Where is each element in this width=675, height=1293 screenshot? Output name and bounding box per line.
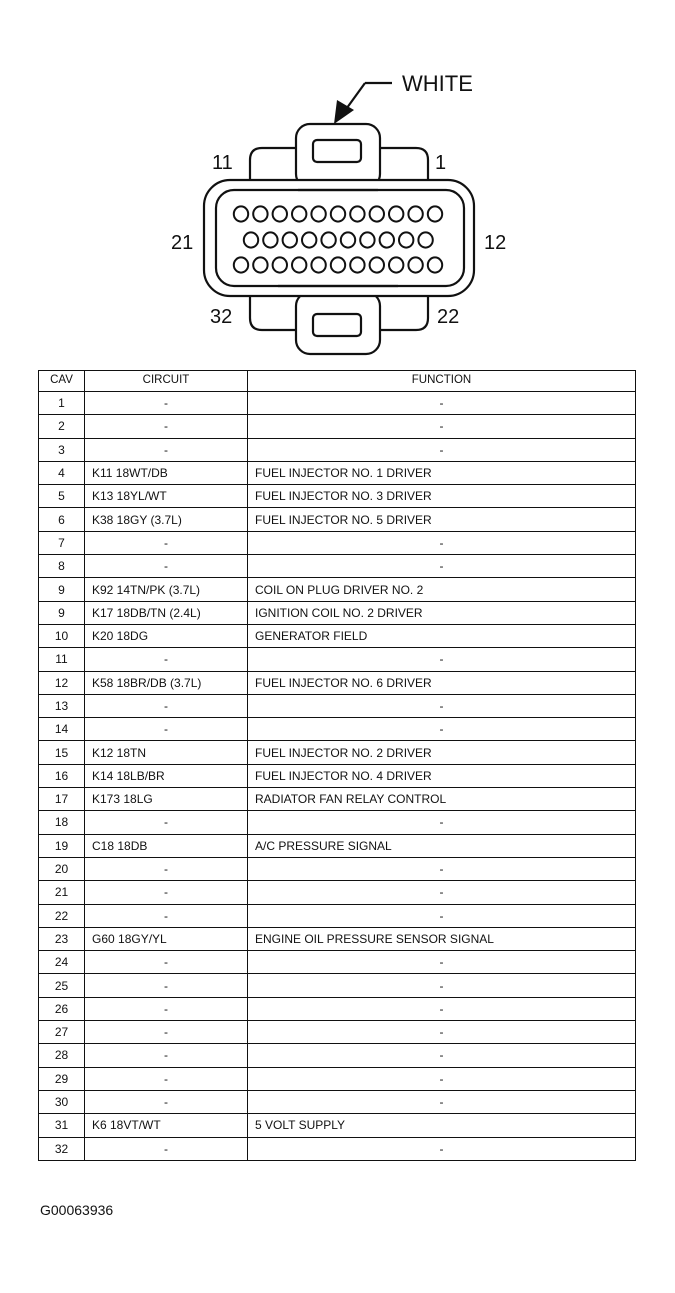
circuit-cell: - bbox=[85, 415, 248, 438]
function-cell: FUEL INJECTOR NO. 4 DRIVER bbox=[248, 764, 636, 787]
function-cell: - bbox=[248, 1044, 636, 1067]
table-row bbox=[39, 694, 636, 717]
table-row bbox=[39, 951, 636, 974]
cav-cell: 10 bbox=[39, 624, 85, 647]
function-cell: - bbox=[248, 648, 636, 671]
cav-cell: 20 bbox=[39, 857, 85, 880]
function-cell: FUEL INJECTOR NO. 5 DRIVER bbox=[248, 508, 636, 531]
circuit-cell: K14 18LB/BR bbox=[85, 764, 248, 787]
cav-cell: 31 bbox=[39, 1114, 85, 1137]
function-cell: - bbox=[248, 555, 636, 578]
circuit-cell: - bbox=[85, 531, 248, 554]
function-cell: - bbox=[248, 881, 636, 904]
circuit-cell: - bbox=[85, 951, 248, 974]
connector-diagram bbox=[0, 0, 675, 365]
function-cell: 5 VOLT SUPPLY bbox=[248, 1114, 636, 1137]
circuit-cell: - bbox=[85, 1021, 248, 1044]
cav-cell: 17 bbox=[39, 788, 85, 811]
function-cell: RADIATOR FAN RELAY CONTROL bbox=[248, 788, 636, 811]
bottom-left-shoulder bbox=[250, 292, 296, 330]
pinout-table bbox=[38, 370, 636, 1161]
table-row bbox=[39, 415, 636, 438]
table-row bbox=[39, 1090, 636, 1113]
cav-cell: 26 bbox=[39, 997, 85, 1020]
circuit-cell: - bbox=[85, 974, 248, 997]
circuit-cell: - bbox=[85, 811, 248, 834]
table-row bbox=[39, 508, 636, 531]
table-row bbox=[39, 671, 636, 694]
table-header-row bbox=[39, 371, 636, 392]
circuit-cell: - bbox=[85, 904, 248, 927]
table-row bbox=[39, 624, 636, 647]
function-cell: FUEL INJECTOR NO. 2 DRIVER bbox=[248, 741, 636, 764]
circuit-cell: K12 18TN bbox=[85, 741, 248, 764]
cav-cell: 32 bbox=[39, 1137, 85, 1160]
cav-cell: 21 bbox=[39, 881, 85, 904]
bottom-right-shoulder bbox=[380, 292, 428, 330]
cav-cell: 5 bbox=[39, 485, 85, 508]
table-row bbox=[39, 788, 636, 811]
table-row bbox=[39, 578, 636, 601]
function-cell: FUEL INJECTOR NO. 6 DRIVER bbox=[248, 671, 636, 694]
circuit-cell: K58 18BR/DB (3.7L) bbox=[85, 671, 248, 694]
cav-cell: 27 bbox=[39, 1021, 85, 1044]
table-row bbox=[39, 811, 636, 834]
table-row bbox=[39, 531, 636, 554]
cav-cell: 30 bbox=[39, 1090, 85, 1113]
circuit-cell: K6 18VT/WT bbox=[85, 1114, 248, 1137]
function-cell: GENERATOR FIELD bbox=[248, 624, 636, 647]
cav-cell: 4 bbox=[39, 461, 85, 484]
circuit-cell: G60 18GY/YL bbox=[85, 927, 248, 950]
circuit-cell: K92 14TN/PK (3.7L) bbox=[85, 578, 248, 601]
function-cell: - bbox=[248, 718, 636, 741]
cav-cell: 3 bbox=[39, 438, 85, 461]
cav-cell: 19 bbox=[39, 834, 85, 857]
header-function: FUNCTION bbox=[248, 371, 636, 392]
table-row bbox=[39, 1067, 636, 1090]
pin-label-12: 12 bbox=[484, 232, 507, 254]
table-row bbox=[39, 438, 636, 461]
circuit-cell: K17 18DB/TN (2.4L) bbox=[85, 601, 248, 624]
function-cell: - bbox=[248, 392, 636, 415]
table-row bbox=[39, 1137, 636, 1160]
cav-cell: 29 bbox=[39, 1067, 85, 1090]
circuit-cell: - bbox=[85, 1067, 248, 1090]
table-row bbox=[39, 648, 636, 671]
function-cell: - bbox=[248, 694, 636, 717]
function-cell: FUEL INJECTOR NO. 1 DRIVER bbox=[248, 461, 636, 484]
function-cell: - bbox=[248, 1021, 636, 1044]
cav-cell: 28 bbox=[39, 1044, 85, 1067]
bottom-latch-window bbox=[313, 314, 361, 336]
cav-cell: 24 bbox=[39, 951, 85, 974]
function-cell: - bbox=[248, 438, 636, 461]
circuit-cell: - bbox=[85, 392, 248, 415]
table-row bbox=[39, 834, 636, 857]
function-cell: ENGINE OIL PRESSURE SENSOR SIGNAL bbox=[248, 927, 636, 950]
table-row bbox=[39, 461, 636, 484]
cav-cell: 11 bbox=[39, 648, 85, 671]
table-row bbox=[39, 857, 636, 880]
function-cell: - bbox=[248, 1067, 636, 1090]
function-cell: COIL ON PLUG DRIVER NO. 2 bbox=[248, 578, 636, 601]
pin-label-22: 22 bbox=[437, 306, 460, 328]
function-cell: - bbox=[248, 415, 636, 438]
figure-id: G00063936 bbox=[40, 1202, 114, 1218]
cav-cell: 13 bbox=[39, 694, 85, 717]
table-row bbox=[39, 741, 636, 764]
table-row bbox=[39, 1021, 636, 1044]
function-cell: - bbox=[248, 904, 636, 927]
cav-cell: 12 bbox=[39, 671, 85, 694]
top-latch bbox=[296, 124, 380, 188]
cav-cell: 15 bbox=[39, 741, 85, 764]
bottom-latch bbox=[296, 292, 380, 354]
pin-label-32: 32 bbox=[210, 306, 233, 328]
table-row bbox=[39, 601, 636, 624]
connector-color-label: WHITE bbox=[402, 71, 473, 96]
circuit-cell: K20 18DG bbox=[85, 624, 248, 647]
circuit-cell: K11 18WT/DB bbox=[85, 461, 248, 484]
pin-label-11: 11 bbox=[212, 152, 233, 174]
table-row bbox=[39, 927, 636, 950]
top-latch-window bbox=[313, 140, 361, 162]
cav-cell: 9 bbox=[39, 578, 85, 601]
circuit-cell: - bbox=[85, 694, 248, 717]
table-row bbox=[39, 764, 636, 787]
cav-cell: 16 bbox=[39, 764, 85, 787]
cav-cell: 9 bbox=[39, 601, 85, 624]
function-cell: A/C PRESSURE SIGNAL bbox=[248, 834, 636, 857]
function-cell: - bbox=[248, 1090, 636, 1113]
pin-label-21: 21 bbox=[171, 232, 194, 254]
function-cell: - bbox=[248, 974, 636, 997]
cav-cell: 25 bbox=[39, 974, 85, 997]
table-row bbox=[39, 718, 636, 741]
table-row bbox=[39, 1114, 636, 1137]
circuit-cell: - bbox=[85, 1137, 248, 1160]
table-row bbox=[39, 392, 636, 415]
circuit-cell: - bbox=[85, 1090, 248, 1113]
table-row bbox=[39, 485, 636, 508]
function-cell: - bbox=[248, 1137, 636, 1160]
cav-cell: 23 bbox=[39, 927, 85, 950]
function-cell: - bbox=[248, 811, 636, 834]
table-row bbox=[39, 904, 636, 927]
circuit-cell: - bbox=[85, 1044, 248, 1067]
table-row bbox=[39, 881, 636, 904]
pin-label-1: 1 bbox=[435, 152, 447, 174]
function-cell: - bbox=[248, 951, 636, 974]
cav-cell: 2 bbox=[39, 415, 85, 438]
circuit-cell: K173 18LG bbox=[85, 788, 248, 811]
cav-cell: 8 bbox=[39, 555, 85, 578]
header-cav: CAV bbox=[39, 371, 85, 392]
table-row bbox=[39, 1044, 636, 1067]
circuit-cell: - bbox=[85, 997, 248, 1020]
circuit-cell: - bbox=[85, 718, 248, 741]
table-row bbox=[39, 555, 636, 578]
circuit-cell: - bbox=[85, 555, 248, 578]
circuit-cell: - bbox=[85, 881, 248, 904]
cav-cell: 7 bbox=[39, 531, 85, 554]
cav-cell: 6 bbox=[39, 508, 85, 531]
table-row bbox=[39, 974, 636, 997]
cav-cell: 22 bbox=[39, 904, 85, 927]
cav-cell: 18 bbox=[39, 811, 85, 834]
cav-cell: 1 bbox=[39, 392, 85, 415]
circuit-cell: K38 18GY (3.7L) bbox=[85, 508, 248, 531]
cav-cell: 14 bbox=[39, 718, 85, 741]
circuit-cell: - bbox=[85, 648, 248, 671]
circuit-cell: C18 18DB bbox=[85, 834, 248, 857]
circuit-cell: K13 18YL/WT bbox=[85, 485, 248, 508]
circuit-cell: - bbox=[85, 438, 248, 461]
circuit-cell: - bbox=[85, 857, 248, 880]
function-cell: IGNITION COIL NO. 2 DRIVER bbox=[248, 601, 636, 624]
function-cell: - bbox=[248, 531, 636, 554]
header-circuit: CIRCUIT bbox=[85, 371, 248, 392]
table-row bbox=[39, 997, 636, 1020]
function-cell: FUEL INJECTOR NO. 3 DRIVER bbox=[248, 485, 636, 508]
function-cell: - bbox=[248, 997, 636, 1020]
function-cell: - bbox=[248, 857, 636, 880]
